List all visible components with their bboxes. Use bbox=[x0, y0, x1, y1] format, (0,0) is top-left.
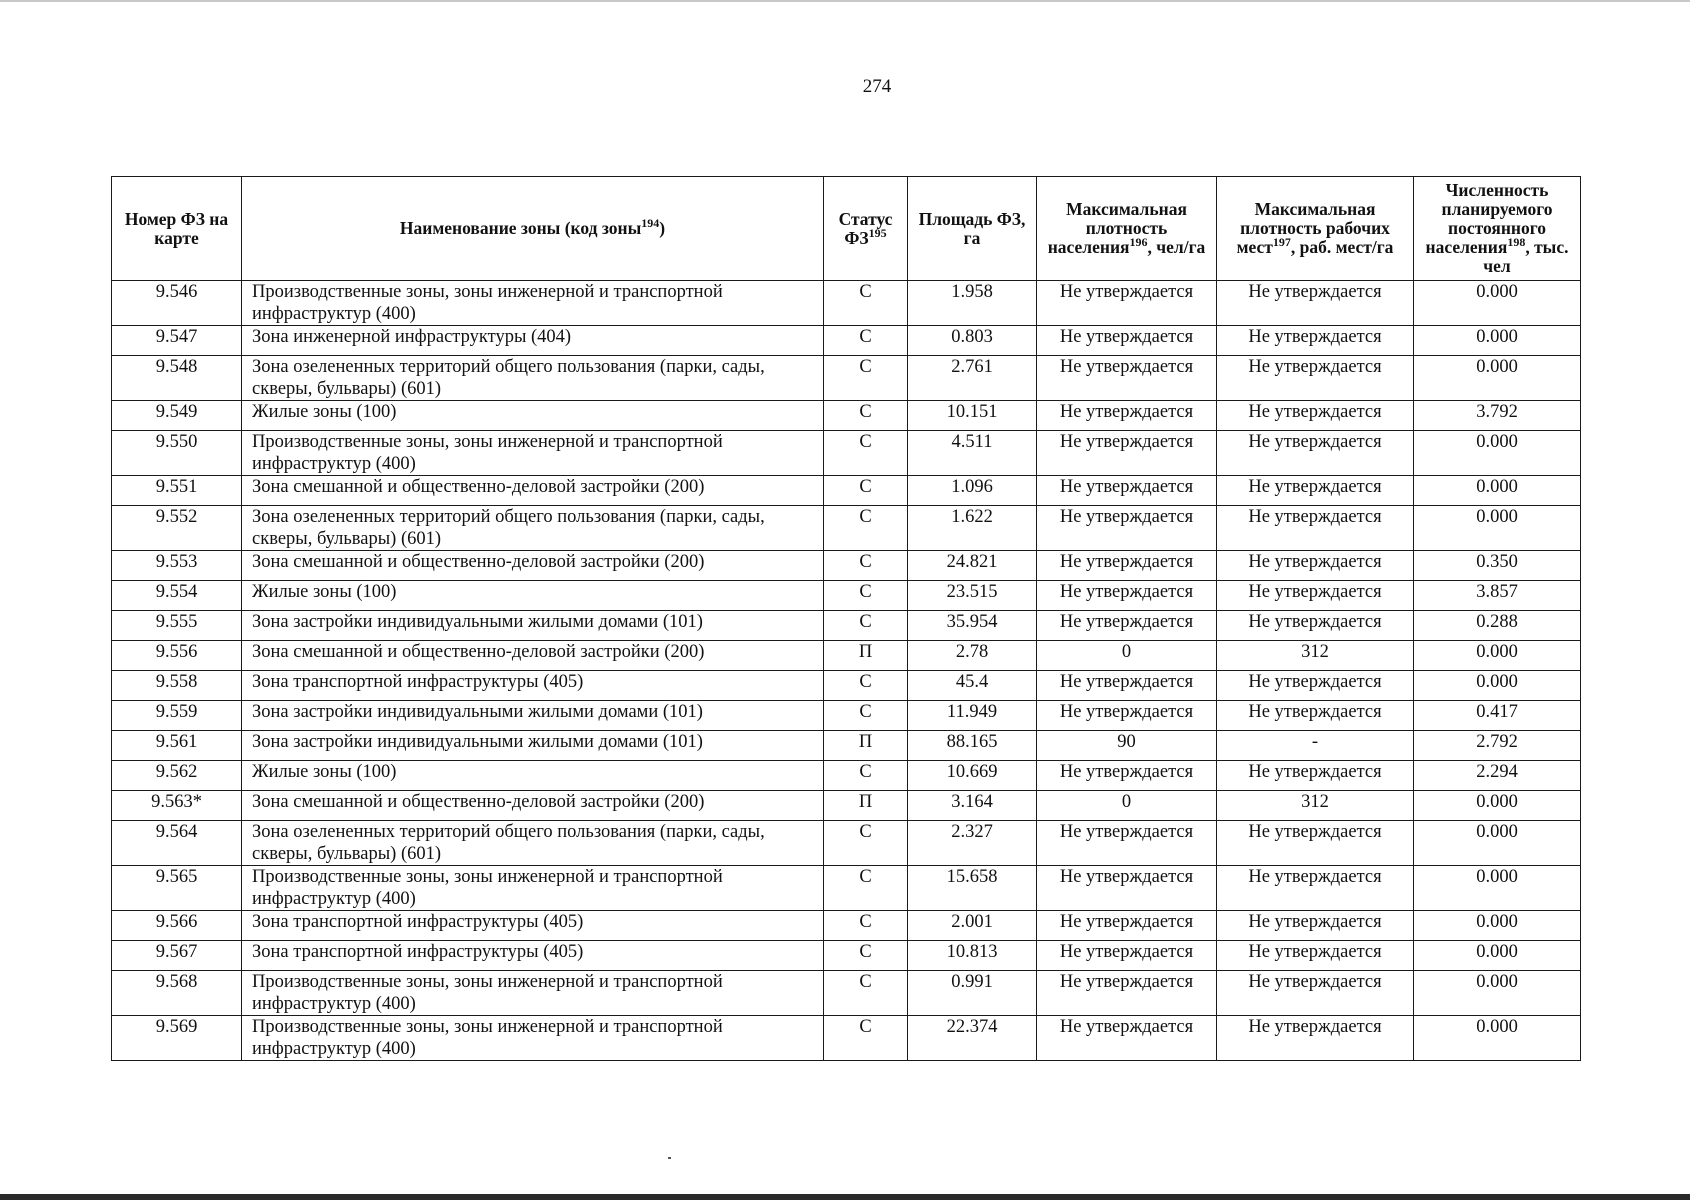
cell-zone-name: Зона транспортной инфраструктуры (405) bbox=[242, 671, 824, 701]
cell-pop-density: Не утверждается bbox=[1037, 326, 1217, 356]
cell-zone-number: 9.564 bbox=[112, 821, 242, 866]
scan-edge-top bbox=[0, 0, 1690, 2]
cell-status: С bbox=[824, 821, 908, 866]
cell-population: 0.417 bbox=[1414, 701, 1581, 731]
table-row bbox=[112, 476, 1581, 506]
cell-area: 1.622 bbox=[908, 506, 1037, 551]
cell-zone-name: Зона транспортной инфраструктуры (405) bbox=[242, 941, 824, 971]
cell-zone-name: Жилые зоны (100) bbox=[242, 581, 824, 611]
cell-zone-name: Производственные зоны, зоны инженерной и транспортной инфраструктур (400) bbox=[242, 1016, 824, 1061]
cell-area: 0.991 bbox=[908, 971, 1037, 1016]
cell-zone-number: 9.568 bbox=[112, 971, 242, 1016]
cell-pop-density: Не утверждается bbox=[1037, 1016, 1217, 1061]
cell-population: 0.000 bbox=[1414, 506, 1581, 551]
cell-area: 22.374 bbox=[908, 1016, 1037, 1061]
cell-population: 0.000 bbox=[1414, 791, 1581, 821]
cell-population: 0.000 bbox=[1414, 431, 1581, 476]
cell-zone-number: 9.561 bbox=[112, 731, 242, 761]
cell-zone-number: 9.562 bbox=[112, 761, 242, 791]
cell-pop-density: Не утверждается bbox=[1037, 581, 1217, 611]
cell-job-density: Не утверждается bbox=[1217, 671, 1414, 701]
cell-job-density: Не утверждается bbox=[1217, 941, 1414, 971]
cell-area: 11.949 bbox=[908, 701, 1037, 731]
cell-pop-density: 0 bbox=[1037, 641, 1217, 671]
cell-status: С bbox=[824, 866, 908, 911]
cell-pop-density: Не утверждается bbox=[1037, 356, 1217, 401]
cell-population: 0.000 bbox=[1414, 671, 1581, 701]
header-zone-number: Номер ФЗ на карте bbox=[112, 177, 242, 281]
cell-zone-number: 9.547 bbox=[112, 326, 242, 356]
cell-zone-name: Зона озелененных территорий общего пользования (парки, сады, скверы, бульвары) (601) bbox=[242, 821, 824, 866]
cell-pop-density: Не утверждается bbox=[1037, 401, 1217, 431]
cell-status: С bbox=[824, 431, 908, 476]
cell-zone-name: Зона застройки индивидуальными жилыми домами (101) bbox=[242, 731, 824, 761]
cell-zone-number: 9.567 bbox=[112, 941, 242, 971]
table-row bbox=[112, 506, 1581, 551]
cell-pop-density: Не утверждается bbox=[1037, 911, 1217, 941]
cell-zone-name: Производственные зоны, зоны инженерной и транспортной инфраструктур (400) bbox=[242, 971, 824, 1016]
cell-job-density: Не утверждается bbox=[1217, 401, 1414, 431]
cell-pop-density: Не утверждается bbox=[1037, 551, 1217, 581]
cell-job-density: Не утверждается bbox=[1217, 821, 1414, 866]
cell-job-density: Не утверждается bbox=[1217, 281, 1414, 326]
cell-population: 0.000 bbox=[1414, 1016, 1581, 1061]
table-row bbox=[112, 821, 1581, 866]
cell-zone-number: 9.554 bbox=[112, 581, 242, 611]
cell-zone-number: 9.558 bbox=[112, 671, 242, 701]
cell-pop-density: Не утверждается bbox=[1037, 671, 1217, 701]
header-area: Площадь ФЗ, га bbox=[908, 177, 1037, 281]
cell-population: 0.000 bbox=[1414, 326, 1581, 356]
cell-area: 2.761 bbox=[908, 356, 1037, 401]
table-row bbox=[112, 551, 1581, 581]
header-zone-name: Наименование зоны (код зоны$^{194}$) bbox=[242, 177, 824, 281]
cell-job-density: Не утверждается bbox=[1217, 911, 1414, 941]
cell-area: 2.001 bbox=[908, 911, 1037, 941]
cell-zone-number: 9.552 bbox=[112, 506, 242, 551]
header-status: Статус ФЗ$^{195}$ bbox=[824, 177, 908, 281]
cell-job-density: 312 bbox=[1217, 641, 1414, 671]
cell-zone-name: Зона смешанной и общественно-деловой застройки (200) bbox=[242, 551, 824, 581]
cell-zone-number: 9.566 bbox=[112, 911, 242, 941]
cell-job-density: Не утверждается bbox=[1217, 581, 1414, 611]
cell-status: П bbox=[824, 731, 908, 761]
cell-job-density: Не утверждается bbox=[1217, 326, 1414, 356]
cell-status: С bbox=[824, 701, 908, 731]
cell-population: 2.792 bbox=[1414, 731, 1581, 761]
cell-zone-number: 9.551 bbox=[112, 476, 242, 506]
cell-job-density: Не утверждается bbox=[1217, 551, 1414, 581]
cell-status: П bbox=[824, 791, 908, 821]
cell-job-density: Не утверждается bbox=[1217, 701, 1414, 731]
cell-area: 3.164 bbox=[908, 791, 1037, 821]
cell-area: 10.151 bbox=[908, 401, 1037, 431]
cell-job-density: Не утверждается bbox=[1217, 356, 1414, 401]
cell-status: С bbox=[824, 671, 908, 701]
cell-population: 3.792 bbox=[1414, 401, 1581, 431]
cell-pop-density: Не утверждается bbox=[1037, 971, 1217, 1016]
cell-population: 0.000 bbox=[1414, 641, 1581, 671]
table-row bbox=[112, 671, 1581, 701]
cell-zone-name: Зона застройки индивидуальными жилыми домами (101) bbox=[242, 611, 824, 641]
cell-area: 4.511 bbox=[908, 431, 1037, 476]
cell-area: 2.78 bbox=[908, 641, 1037, 671]
header-population: Численность планируемого постоянного населения$^{198}$, тыс. чел bbox=[1414, 177, 1581, 281]
table-row bbox=[112, 431, 1581, 476]
cell-status: С bbox=[824, 911, 908, 941]
cell-area: 10.813 bbox=[908, 941, 1037, 971]
cell-zone-number: 9.555 bbox=[112, 611, 242, 641]
cell-zone-name: Зона смешанной и общественно-деловой застройки (200) bbox=[242, 641, 824, 671]
cell-zone-name: Зона озелененных территорий общего пользования (парки, сады, скверы, бульвары) (601) bbox=[242, 356, 824, 401]
cell-zone-name: Жилые зоны (100) bbox=[242, 761, 824, 791]
cell-zone-name: Зона смешанной и общественно-деловой застройки (200) bbox=[242, 791, 824, 821]
cell-pop-density: Не утверждается bbox=[1037, 281, 1217, 326]
cell-job-density: 312 bbox=[1217, 791, 1414, 821]
cell-area: 45.4 bbox=[908, 671, 1037, 701]
cell-pop-density: Не утверждается bbox=[1037, 611, 1217, 641]
cell-job-density: Не утверждается bbox=[1217, 506, 1414, 551]
cell-zone-name: Зона смешанной и общественно-деловой застройки (200) bbox=[242, 476, 824, 506]
cell-zone-name: Зона озелененных территорий общего пользования (парки, сады, скверы, бульвары) (601) bbox=[242, 506, 824, 551]
cell-area: 88.165 bbox=[908, 731, 1037, 761]
cell-population: 0.000 bbox=[1414, 821, 1581, 866]
cell-population: 0.000 bbox=[1414, 281, 1581, 326]
cell-pop-density: Не утверждается bbox=[1037, 866, 1217, 911]
table-row bbox=[112, 401, 1581, 431]
cell-status: П bbox=[824, 641, 908, 671]
table-row bbox=[112, 911, 1581, 941]
cell-area: 15.658 bbox=[908, 866, 1037, 911]
cell-zone-name: Зона застройки индивидуальными жилыми домами (101) bbox=[242, 701, 824, 731]
scan-edge-bottom bbox=[0, 1194, 1690, 1200]
page-number: 274 bbox=[862, 76, 892, 97]
cell-zone-name: Зона инженерной инфраструктуры (404) bbox=[242, 326, 824, 356]
cell-status: С bbox=[824, 401, 908, 431]
cell-population: 2.294 bbox=[1414, 761, 1581, 791]
zones-table bbox=[111, 176, 1581, 1061]
cell-area: 1.958 bbox=[908, 281, 1037, 326]
cell-area: 10.669 bbox=[908, 761, 1037, 791]
cell-zone-name: Производственные зоны, зоны инженерной и транспортной инфраструктур (400) bbox=[242, 281, 824, 326]
cell-zone-number: 9.546 bbox=[112, 281, 242, 326]
cell-population: 0.350 bbox=[1414, 551, 1581, 581]
cell-area: 35.954 bbox=[908, 611, 1037, 641]
cell-pop-density: Не утверждается bbox=[1037, 761, 1217, 791]
cell-status: С bbox=[824, 581, 908, 611]
table-row bbox=[112, 866, 1581, 911]
cell-pop-density: Не утверждается bbox=[1037, 941, 1217, 971]
cell-status: С bbox=[824, 476, 908, 506]
cell-zone-name: Зона транспортной инфраструктуры (405) bbox=[242, 911, 824, 941]
cell-zone-number: 9.556 bbox=[112, 641, 242, 671]
cell-pop-density: 90 bbox=[1037, 731, 1217, 761]
cell-job-density: Не утверждается bbox=[1217, 971, 1414, 1016]
cell-zone-number: 9.563* bbox=[112, 791, 242, 821]
table-row bbox=[112, 611, 1581, 641]
cell-zone-name: Производственные зоны, зоны инженерной и транспортной инфраструктур (400) bbox=[242, 866, 824, 911]
table-row bbox=[112, 731, 1581, 761]
cell-zone-number: 9.559 bbox=[112, 701, 242, 731]
cell-status: С bbox=[824, 971, 908, 1016]
cell-zone-name: Жилые зоны (100) bbox=[242, 401, 824, 431]
cell-zone-number: 9.569 bbox=[112, 1016, 242, 1061]
cell-job-density: - bbox=[1217, 731, 1414, 761]
cell-population: 3.857 bbox=[1414, 581, 1581, 611]
header-pop-density: Максимальная плотность населения$^{196}$, чел/га bbox=[1037, 177, 1217, 281]
cell-zone-number: 9.553 bbox=[112, 551, 242, 581]
cell-area: 0.803 bbox=[908, 326, 1037, 356]
table-row bbox=[112, 281, 1581, 326]
cell-area: 23.515 bbox=[908, 581, 1037, 611]
cell-population: 0.000 bbox=[1414, 941, 1581, 971]
cell-job-density: Не утверждается bbox=[1217, 866, 1414, 911]
cell-status: С bbox=[824, 356, 908, 401]
cell-pop-density: Не утверждается bbox=[1037, 431, 1217, 476]
table-row bbox=[112, 791, 1581, 821]
header-job-density: Максимальная плотность рабочих мест$^{197}$, раб. мест/га bbox=[1217, 177, 1414, 281]
cell-job-density: Не утверждается bbox=[1217, 476, 1414, 506]
cell-area: 2.327 bbox=[908, 821, 1037, 866]
cell-job-density: Не утверждается bbox=[1217, 761, 1414, 791]
cell-job-density: Не утверждается bbox=[1217, 1016, 1414, 1061]
cell-pop-density: Не утверждается bbox=[1037, 821, 1217, 866]
table-row bbox=[112, 701, 1581, 731]
cell-job-density: Не утверждается bbox=[1217, 611, 1414, 641]
cell-population: 0.000 bbox=[1414, 971, 1581, 1016]
cell-status: С bbox=[824, 551, 908, 581]
table-row bbox=[112, 1016, 1581, 1061]
cell-zone-number: 9.565 bbox=[112, 866, 242, 911]
cell-zone-name: Производственные зоны, зоны инженерной и транспортной инфраструктур (400) bbox=[242, 431, 824, 476]
cell-population: 0.288 bbox=[1414, 611, 1581, 641]
cell-pop-density: Не утверждается bbox=[1037, 476, 1217, 506]
cell-pop-density: 0 bbox=[1037, 791, 1217, 821]
cell-status: С bbox=[824, 506, 908, 551]
table-row bbox=[112, 641, 1581, 671]
table-row bbox=[112, 326, 1581, 356]
table-row bbox=[112, 941, 1581, 971]
table-row bbox=[112, 761, 1581, 791]
cell-status: С bbox=[824, 761, 908, 791]
cell-zone-number: 9.548 bbox=[112, 356, 242, 401]
cell-status: С bbox=[824, 611, 908, 641]
cell-pop-density: Не утверждается bbox=[1037, 506, 1217, 551]
cell-pop-density: Не утверждается bbox=[1037, 701, 1217, 731]
cell-job-density: Не утверждается bbox=[1217, 431, 1414, 476]
cell-zone-number: 9.550 bbox=[112, 431, 242, 476]
table-row bbox=[112, 581, 1581, 611]
cell-status: С bbox=[824, 326, 908, 356]
cell-status: С bbox=[824, 1016, 908, 1061]
table-row bbox=[112, 356, 1581, 401]
table-header-row bbox=[112, 177, 1581, 281]
table-row bbox=[112, 971, 1581, 1016]
cell-population: 0.000 bbox=[1414, 356, 1581, 401]
cell-population: 0.000 bbox=[1414, 476, 1581, 506]
table-body bbox=[112, 281, 1581, 1061]
cell-area: 24.821 bbox=[908, 551, 1037, 581]
cell-status: С bbox=[824, 941, 908, 971]
cell-population: 0.000 bbox=[1414, 866, 1581, 911]
cell-area: 1.096 bbox=[908, 476, 1037, 506]
cell-population: 0.000 bbox=[1414, 911, 1581, 941]
cell-status: С bbox=[824, 281, 908, 326]
cell-zone-number: 9.549 bbox=[112, 401, 242, 431]
scan-speck bbox=[668, 1157, 671, 1159]
